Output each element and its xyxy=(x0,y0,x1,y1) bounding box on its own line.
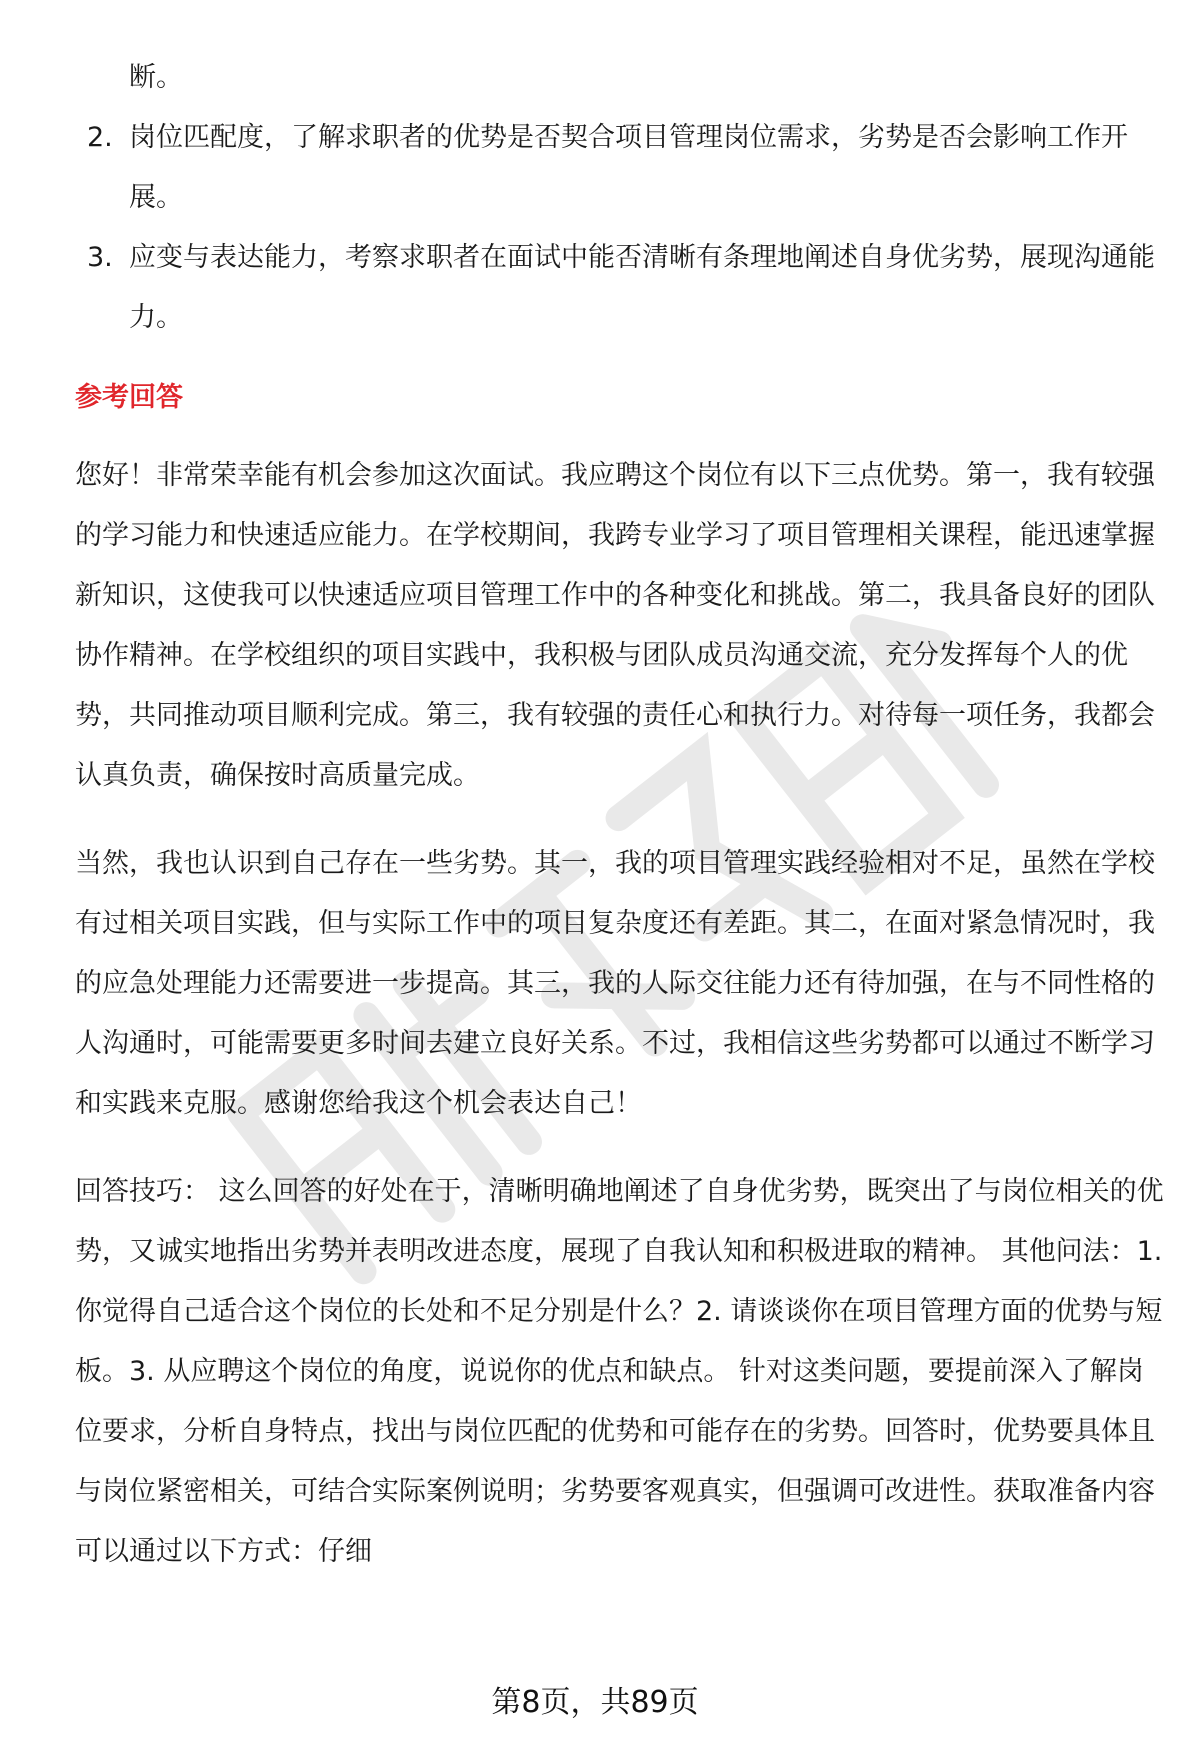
list-number: 3. xyxy=(87,242,113,273)
list-item xyxy=(75,228,1165,348)
list-number: 2. xyxy=(87,122,113,153)
paragraph-tips: 回答技巧： 这么回答的好处在于，清晰明确地阐述了自身优劣势，既突出了与岗位相关的优势，又诚实地指出劣势并表明改进态度，展现了自我认知和积极进取的精神。 其他问法：1. 你觉得自己适合这个岗位的长处和不足分别是什么？2. 请谈谈你在项目管理方面的优势与短板。3. 从应聘这个岗位的角度，说说你的优点和缺点。 针对这类问题，要提前深入了解岗位要求，分析自身特点，找出与岗位匹配的优势和可能存在的劣势。回答时，优势要具体且与岗位紧密相关，可结合实际案例说明；劣势要客观真实，但强调可改进性。获取准备内容可以通过以下方式：仔细 xyxy=(75,1176,1164,1567)
continuation-text: 断。 xyxy=(129,62,183,93)
list-item-text: 应变与表达能力，考察求职者在面试中能否清晰有条理地阐述自身优劣势，展现沟通能力。 xyxy=(129,242,1155,333)
criteria-list xyxy=(75,108,1165,348)
document-body xyxy=(75,48,1165,1610)
list-item-text: 岗位匹配度，了解求职者的优势是否契合项目管理岗位需求，劣势是否会影响工作开展。 xyxy=(129,122,1128,213)
paragraph-advantages: 您好！非常荣幸能有机会参加这次面试。我应聘这个岗位有以下三点优势。第一，我有较强的学习能力和快速适应能力。在学校期间，我跨专业学习了项目管理相关课程，能迅速掌握新知识，这使我可以快速适应项目管理工作中的各种变化和挑战。第二，我具备良好的团队协作精神。在学校组织的项目实践中，我积极与团队成员沟通交流，充分发挥每个人的优势，共同推动项目顺利完成。第三，我有较强的责任心和执行力。对待每一项任务，我都会认真负责，确保按时高质量完成。 xyxy=(75,460,1155,791)
page-number: 第8页，共89页 xyxy=(491,1685,699,1720)
section-title: 参考回答 xyxy=(75,382,183,413)
list-item xyxy=(75,108,1165,228)
paragraph-disadvantages: 当然，我也认识到自己存在一些劣势。其一，我的项目管理实践经验相对不足，虽然在学校有过相关项目实践，但与实际工作中的项目复杂度还有差距。其二，在面对紧急情况时，我的应急处理能力还需要进一步提高。其三，我的人际交往能力还有待加强，在与不同性格的人沟通时，可能需要更多时间去建立良好关系。不过，我相信这些劣势都可以通过不断学习和实践来克服。感谢您给我这个机会表达自己！ xyxy=(75,848,1155,1119)
